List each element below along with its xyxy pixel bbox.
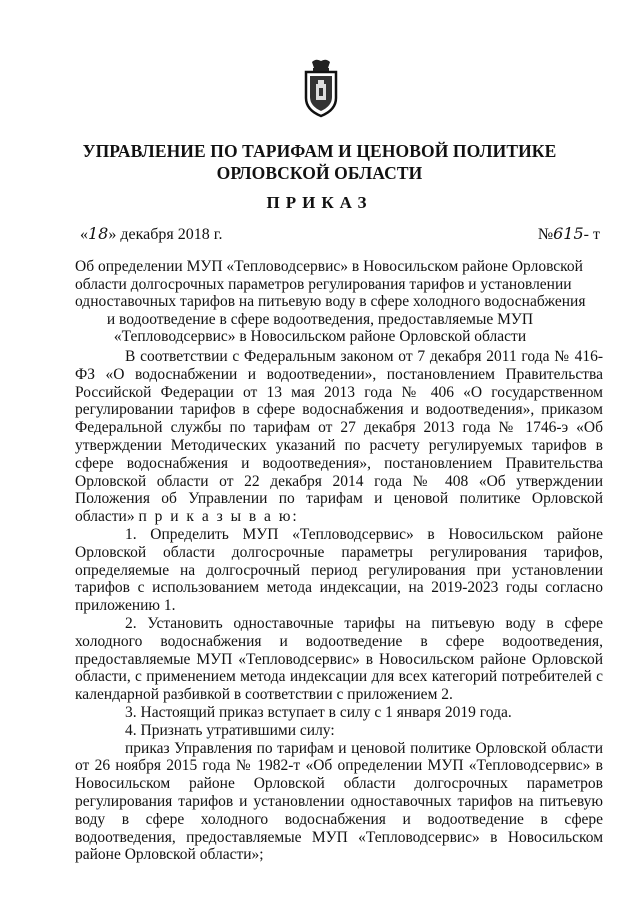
subject-line-3: одноставочных тарифов на питьевую воду в сфере холодного водоснабжения <box>75 293 586 311</box>
document-number <box>538 224 600 244</box>
number-prefix: № <box>537 226 554 243</box>
number-suffix: - т <box>583 226 600 243</box>
subject-line-1: Об определении МУП «Тепловодсервис» в Новосильском районе Орловской <box>75 258 583 275</box>
item-4-paragraph: 4. Признать утратившими силу: <box>125 721 335 739</box>
intro-text: В соответствии с Федеральным законом от 7 декабря 2011 года № 416-ФЗ «О водоснабжении и водоотведении», постановлением Правительства Российской Федерации от 13 мая 2013 года № 406 «О государственном регулировании тарифов в сфере водоснабжения и водоотведения», приказом Федеральной службы по тарифам от 27 декабря 2013 года № 1746-э «Об утверждении Методических указаний по расчету регулируемых тарифов в сфере водоснабжения и водоотведения», постановлением Правительства Орловской области от 22 декабря 2014 года № 408 «Об утверждении Положения об Управлении по тарифам и ценовой политике Орловской области» <box>75 348 603 526</box>
item-1-paragraph: 1. Определить МУП «Тепловодсервис» в Новосильском районе Орловской области долгосрочные параметры регулирования тарифов, определяемые на долгосрочный период регулирования при установлении тарифов с использованием метода индексации, на 2019-2023 годы согласно приложению 1. <box>75 525 603 615</box>
subject-line-4: и водоотведение в сфере водоотведения, предоставляемые МУП <box>106 310 534 328</box>
item-2-paragraph: 2. Установить одноставочные тарифы на питьевую воду в сфере холодного водоснабжения и водоотведение в сфере водоотведения, предоставляемые МУП «Тепловодсервис» в Новосильском районе Орловской области, с применением метода индексации для всех категорий потребителей с календарной разбивкой в соответствии с приложением 2. <box>75 614 603 704</box>
organization-name <box>0 140 639 184</box>
org-line-2: ОРЛОВСКОЙ ОБЛАСТИ <box>216 163 423 183</box>
item-3-paragraph: 3. Настоящий приказ вступает в силу с 1 января 2019 года. <box>125 703 512 721</box>
date-month-year: » декабря 2018 г. <box>108 226 223 243</box>
subject-line-2: области долгосрочных параметров регулирования тарифов и установлении <box>75 275 572 293</box>
document-date <box>80 224 223 244</box>
date-open-quote: « <box>80 226 88 243</box>
document-subject <box>75 258 586 346</box>
number-handwritten: 615 <box>553 224 584 243</box>
item-4-text-paragraph: приказ Управления по тарифам и ценовой политике Орловской области от 26 ноября 2015 года № 1982-т «Об определении МУП «Тепловодсервис» в Новосильском районе Орловской области долгосрочных параметров регулирования тарифов и установлении одноставочных тарифов на питьевую воду в сфере холодного водоснабжения и водоотведение в сфере водоотведения, предоставляемые МУП «Тепловодсервис» в Новосильском районе Орловской области»; <box>75 739 603 864</box>
date-number-line <box>80 224 600 246</box>
document-type-title: ПРИКАЗ <box>266 193 373 212</box>
subject-line-5: «Тепловодсервис» в Новосильском районе Орловской области <box>113 328 527 346</box>
command-word: п р и к а з ы в а ю: <box>138 508 299 526</box>
document-body <box>75 348 603 864</box>
date-day-handwritten: 18 <box>88 224 109 243</box>
coat-of-arms-emblem <box>302 58 340 118</box>
org-line-1: УПРАВЛЕНИЕ ПО ТАРИФАМ И ЦЕНОВОЙ ПОЛИТИКЕ <box>82 141 557 161</box>
intro-paragraph <box>75 348 603 526</box>
